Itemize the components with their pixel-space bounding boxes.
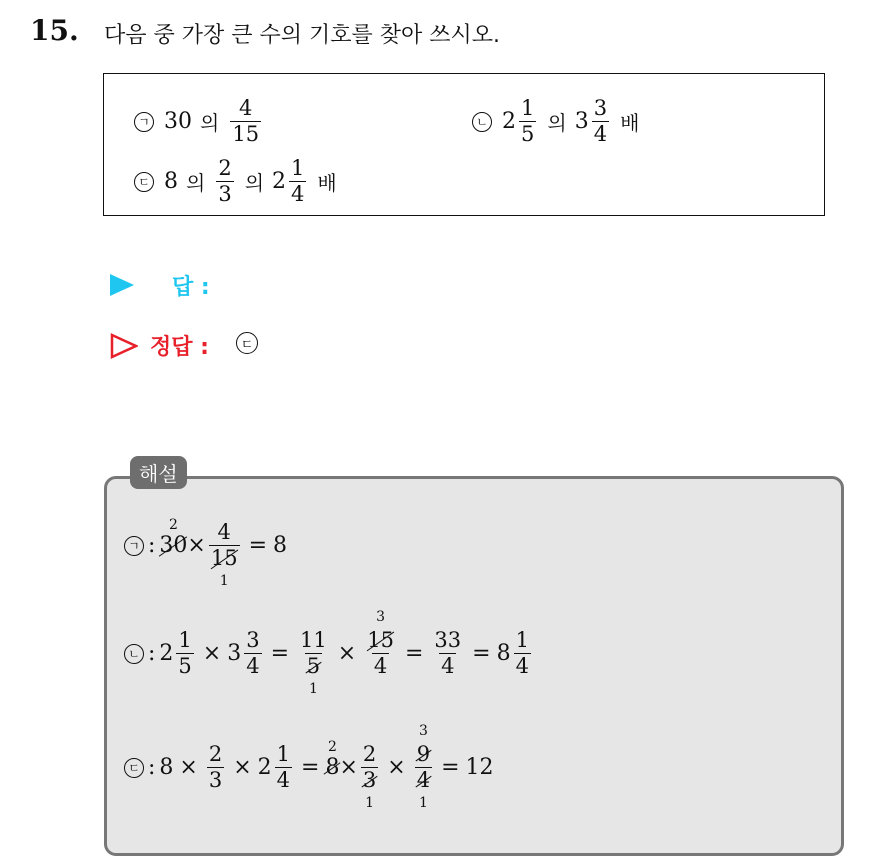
- whole-number: 30: [164, 109, 192, 134]
- whole-number: 2: [272, 169, 287, 194]
- explanation-line-b: ㄴ : 2 $\frac{1}{5}$ × 3 $\frac{3}{4}$ = 11 5 1 × 3 15 4 = $\frac{33}{4}$ = 8 $\frac{1}{4}$: [124, 630, 534, 677]
- options-box: [103, 73, 825, 216]
- josa: 의: [200, 111, 220, 135]
- josa: 의: [244, 171, 265, 195]
- circled-marker: ㄴ: [124, 644, 144, 664]
- correct-arrow-icon: [110, 333, 138, 359]
- whole-number: 3: [574, 109, 589, 134]
- fraction: 4 15 1: [210, 520, 238, 589]
- circled-marker: ㄷ: [236, 332, 258, 354]
- suffix: 배: [620, 111, 640, 135]
- josa: 의: [186, 171, 206, 195]
- josa: 의: [547, 111, 567, 135]
- circled-marker: ㄱ: [134, 112, 154, 132]
- answer-arrow-icon: [110, 274, 134, 296]
- explanation-tab: 해설: [130, 456, 187, 489]
- option-a: [134, 98, 264, 145]
- circled-marker: ㄷ: [134, 172, 154, 192]
- option-b: [472, 98, 647, 145]
- correct-answer-label: 정답 :: [150, 335, 209, 360]
- circled-marker: ㄷ: [124, 758, 144, 778]
- option-c: [134, 158, 345, 205]
- fraction: $\frac{4}{15}$: [232, 96, 260, 146]
- fraction: $\frac{1}{5}$: [521, 96, 535, 146]
- explanation-line-a: ㄱ : 30 2 × 4 15 1 = 8: [124, 522, 287, 569]
- fraction: $\frac{2}{3}$: [218, 156, 232, 206]
- circled-marker: ㄱ: [124, 536, 144, 556]
- cancelled-number: 30 2: [159, 517, 188, 558]
- explanation-line-c: ㄷ : 8 × $\frac{2}{3}$ × 2 $\frac{1}{4}$ = 8 2 × 2 3 1 × 3 9 4 1 = 12: [124, 744, 494, 791]
- question-text: 다음 중 가장 큰 수의 기호를 찾아 쓰시오.: [104, 23, 500, 48]
- circled-marker: ㄴ: [472, 112, 492, 132]
- whole-number: 8: [164, 169, 178, 194]
- fraction: $\frac{1}{4}$: [291, 156, 305, 206]
- fraction: $\frac{3}{4}$: [593, 96, 608, 146]
- question-number: 15.: [30, 14, 79, 47]
- suffix: 배: [317, 171, 337, 195]
- whole-number: 2: [502, 109, 516, 134]
- correct-answer-value: [236, 332, 268, 354]
- answer-label: 답 :: [172, 275, 210, 300]
